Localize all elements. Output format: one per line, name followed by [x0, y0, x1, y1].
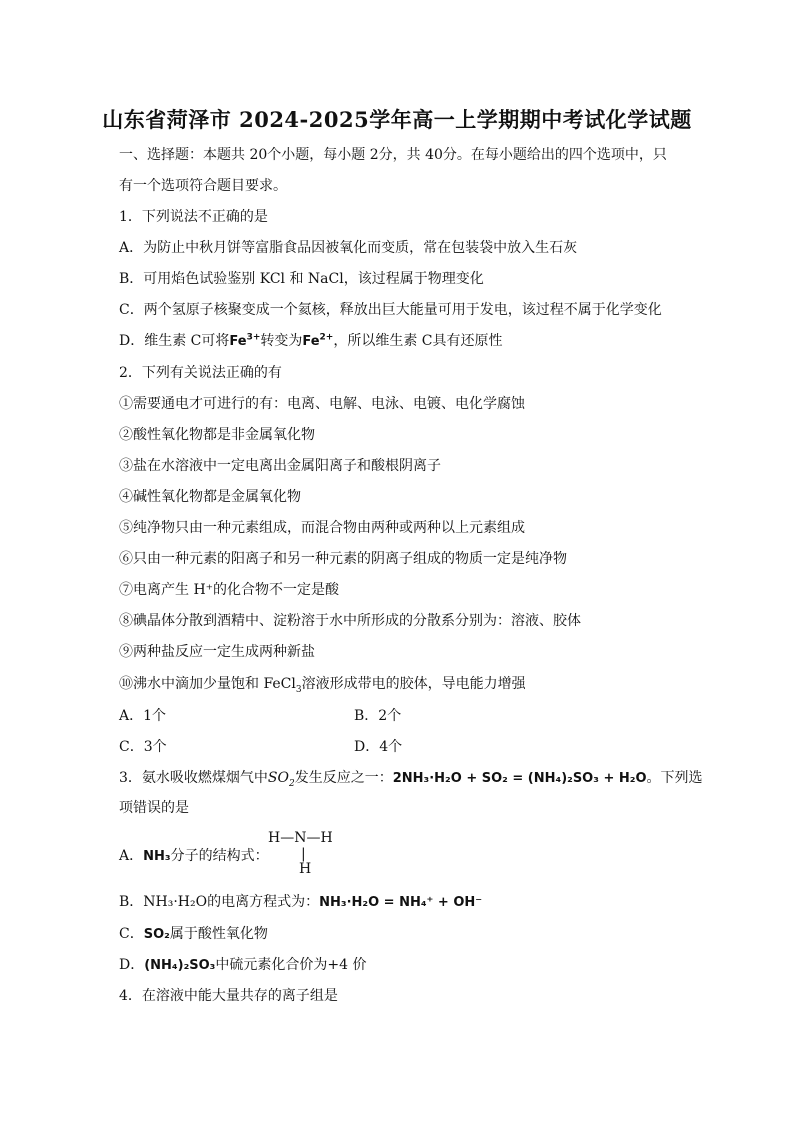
q1-d-post: ，所以维生素 C具有还原性 — [333, 333, 503, 349]
fe2-ion: $Fe^{2+}$ — [302, 332, 334, 349]
q2-option-c: C．3个 — [119, 739, 167, 755]
question-4-stem: 4．在溶液中能大量共存的离子组是 — [119, 988, 338, 1004]
nh3-structural-formula: H—N—H | H — [268, 830, 333, 877]
q2-item-3: ③盐在水溶液中一定电离出金属阳离子和酸根阴离子 — [119, 458, 441, 474]
section-heading-cont: 有一个选项符合题目要求。 — [119, 178, 287, 194]
page-title: 山东省菏泽市 2024-2025学年高一上学期期中考试化学试题 — [102, 107, 692, 132]
question-1-option-c: C．两个氢原子核聚变成一个氦核，释放出巨大能量可用于发电，该过程不属于化学变化 — [119, 302, 662, 318]
question-2-stem: 2．下列有关说法正确的有 — [119, 365, 282, 381]
question-1-stem: 1．下列说法不正确的是 — [119, 209, 268, 225]
fe3-ion: $Fe^{3+}$ — [229, 332, 261, 349]
question-3-stem: 3．氨水吸收燃煤烟气中$SO_2$发生反应之一：2NH₃·H₂O + SO₂ = (NH₄)₂SO₃ + H₂O。下列选 — [119, 770, 703, 789]
q3-option-b: B．NH₃·H₂O的电离方程式为：NH₃·H₂O = NH₄⁺ + OH⁻ — [119, 894, 483, 910]
so2-formula: $SO_2$ — [267, 770, 295, 789]
q2-item-7: ⑦电离产生 H⁺的化合物不一定是酸 — [119, 582, 340, 598]
q1-d-mid: 转变为 — [260, 333, 303, 349]
q2-item-5: ⑤纯净物只由一种元素组成，而混合物由两种或两种以上元素组成 — [119, 520, 525, 536]
q3-option-c: C．SO₂属于酸性氧化物 — [119, 926, 268, 942]
section-heading: 一、选择题：本题共 20个小题，每小题 2分，共 40分。在每小题给出的四个选项中，只 — [119, 147, 667, 163]
q2-item-2: ②酸性氧化物都是非金属氧化物 — [119, 427, 315, 443]
q2-option-b: B．2个 — [354, 708, 402, 724]
q2-item-9: ⑨两种盐反应一定生成两种新盐 — [119, 644, 315, 660]
reaction-equation: 2NH₃·H₂O + SO₂ = (NH₄)₂SO₃ + H₂O — [392, 771, 647, 786]
q2-option-a: A．1个 — [119, 708, 167, 724]
q2-item-6: ⑥只由一种元素的阳离子和另一种元素的阴离子组成的物质一定是纯净物 — [119, 551, 567, 567]
question-1-option-b: B．可用焰色试验鉴别 KCl 和 NaCl，该过程属于物理变化 — [119, 271, 484, 287]
q2-item-4: ④碱性氧化物都是金属氧化物 — [119, 489, 301, 505]
q2-option-d: D．4个 — [354, 739, 403, 755]
ionization-equation: NH₃·H₂O = NH₄⁺ + OH⁻ — [319, 895, 483, 910]
question-3-stem-cont: 项错误的是 — [119, 800, 189, 816]
question-1-option-a: A．为防止中秋月饼等富脂食品因被氧化而变质，常在包装袋中放入生石灰 — [119, 240, 578, 256]
question-1-option-d — [119, 331, 503, 352]
q1-d-pre: D．维生素 C可将 — [119, 333, 230, 349]
q2-item-10: ⑩沸水中滴加少量饱和 FeCl$_3$溶液形成带电的胶体，导电能力增强 — [119, 676, 526, 695]
q3-option-a: A．NH₃分子的结构式： — [119, 848, 269, 864]
q2-item-8: ⑧碘晶体分散到酒精中、淀粉溶于水中所形成的分散系分别为：溶液、胶体 — [119, 613, 581, 629]
q2-item-1: ①需要通电才可进行的有：电离、电解、电泳、电镀、电化学腐蚀 — [119, 396, 525, 412]
q3-option-d: D．(NH₄)₂SO₃中硫元素化合价为+4 价 — [119, 957, 367, 973]
